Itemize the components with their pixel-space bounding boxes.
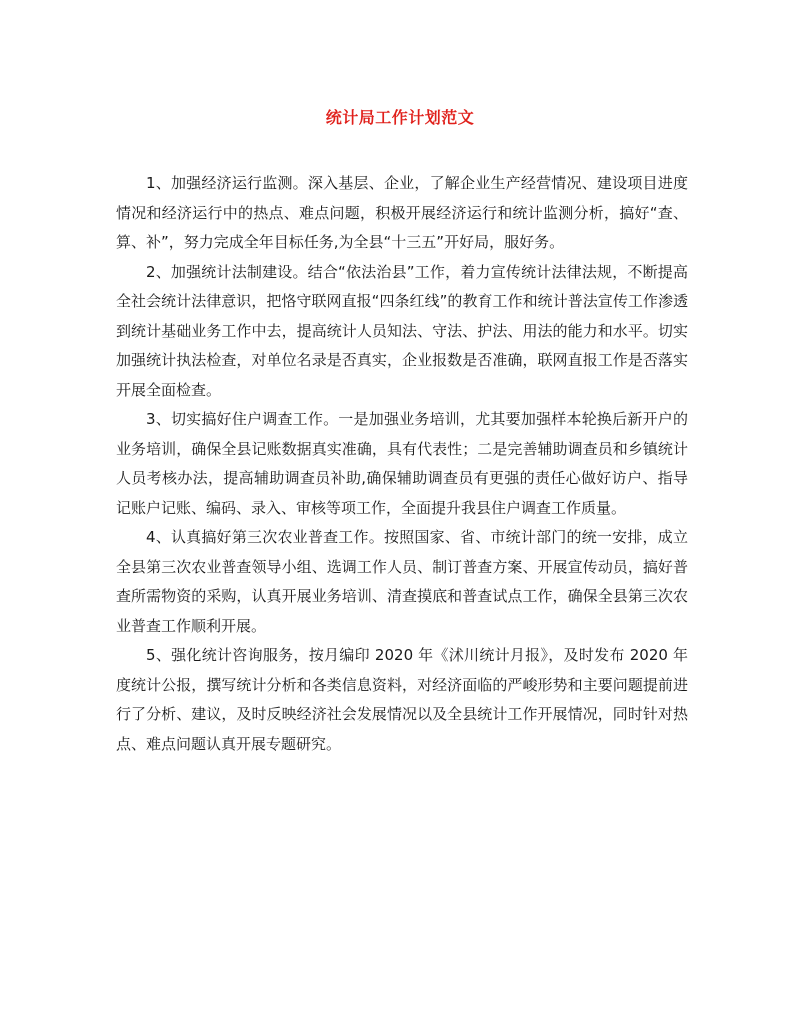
paragraph-3: 3、切实搞好住户调查工作。一是加强业务培训，尤其要加强样本轮换后新开户的业务培训，确保全县记账数据真实准确，具有代表性；二是完善辅助调查员和乡镇统计人员考核办法，提高辅助调查员补助,确保辅助调查员有更强的责任心做好访户、指导记账户记账、编码、录入、审核等项工作，全面提升我县住户调查工作质量。: [116, 410, 688, 517]
paragraph-4: 4、认真搞好第三次农业普查工作。按照国家、省、市统计部门的统一安排，成立全县第三次农业普查领导小组、选调工作人员、制订普查方案、开展宣传动员，搞好普查所需物资的采购，认真开展业务培训、清查摸底和普查试点工作，确保全县第三次农业普查工作顺利开展。: [116, 528, 688, 635]
document-body: [116, 169, 688, 759]
paragraph-1: 1、加强经济运行监测。深入基层、企业，了解企业生产经营情况、建设项目进度情况和经济运行中的热点、难点问题，积极开展经济运行和统计监测分析，搞好“查、算、补”，努力完成全年目标任务,为全县“十三五”开好局，服好务。: [116, 174, 688, 251]
paragraph-5: 5、强化统计咨询服务，按月编印 2020 年《沭川统计月报》，及时发布 2020 年度统计公报，撰写统计分析和各类信息资料，对经济面临的严峻形势和主要问题提前进行了分析、建议，及时反映经济社会发展情况以及全县统计工作开展情况，同时针对热点、难点问题认真开展专题研究。: [116, 646, 688, 753]
paragraph-2: 2、加强统计法制建设。结合“依法治县”工作，着力宣传统计法律法规，不断提高全社会统计法律意识，把恪守联网直报“四条红线”的教育工作和统计普法宣传工作渗透到统计基础业务工作中去，提高统计人员知法、守法、护法、用法的能力和水平。切实加强统计执法检查，对单位名录是否真实，企业报数是否准确，联网直报工作是否落实开展全面检查。: [116, 262, 688, 399]
document-title: 统计局工作计划范文: [325, 108, 475, 127]
